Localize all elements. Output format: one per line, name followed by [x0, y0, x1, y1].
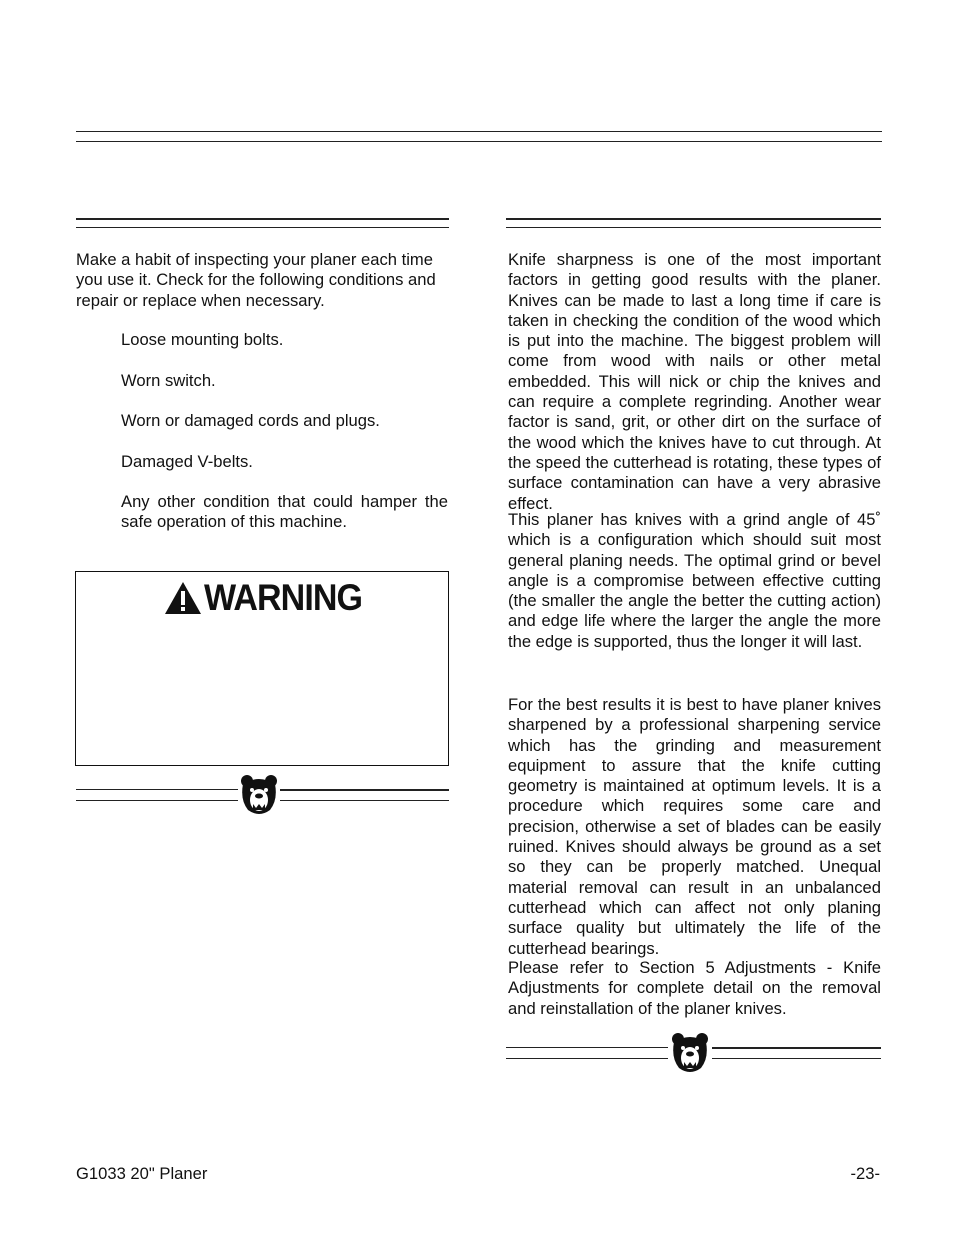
bear-logo-icon [240, 774, 278, 816]
right-end-rule-top-b [712, 1047, 881, 1049]
left-section-rule-top [76, 218, 449, 220]
right-section-rule-top [506, 218, 881, 220]
knives-paragraph-2: This planer has knives with a grind angle of 45˚ which is a configuration which should suit most general planing needs. The optimal grind or bevel angle is a compromise between effective cutting (the smaller the angle the better the cutting action) and edge life where the larger the angle the more the edge is supported, thus the longer it will last. [508, 510, 881, 651]
knives-paragraph-3: For the best results it is best to have planer knives sharpened by a professional sharpening service which has the grinding and measurement equipment to assure that the knife cutting geometry is maintained at optimum levels. It is a procedure which requires some care and precision, otherwise a set of blades can be easily ruined. Knives should always be ground as a set so they can be properly matched. Unequal material removal can result in an unbalanced cutterhead which can affect not only planing surface quality but ultimately the life of the cutterhead bearings. [508, 695, 881, 958]
left-end-rule-top-b [280, 789, 449, 791]
left-end-rule-top-a [76, 789, 238, 790]
knives-paragraph-4: Please refer to Section 5 Adjustments - Knife Adjustments for complete detail on the removal and reinstallation of the planer knives. [508, 958, 881, 1018]
warning-triangle-icon [164, 581, 202, 615]
inspection-intro: Make a habit of inspecting your planer each time you use it. Check for the following conditions and repair or replace when necessary. [76, 250, 436, 310]
left-end-rule-bottom-a [76, 800, 238, 801]
right-end-rule-bottom-a [506, 1058, 668, 1059]
warning-box [75, 571, 449, 766]
checklist-item: Any other condition that could hamper the safe operation of this machine. [121, 492, 448, 532]
left-section-rule-bottom [76, 227, 449, 228]
footer-model: G1033 20" Planer [76, 1164, 208, 1183]
checklist-item: Loose mounting bolts. [121, 330, 284, 349]
warning-title: WARNING [204, 577, 363, 618]
warning-header [164, 578, 376, 618]
header-rule-bottom [76, 141, 882, 142]
right-end-rule-top-a [506, 1047, 668, 1048]
checklist-item: Damaged V-belts. [121, 452, 253, 471]
bear-logo-icon [671, 1032, 709, 1074]
checklist-item: Worn switch. [121, 371, 216, 390]
footer-page-number: -23- [850, 1164, 880, 1183]
checklist-item: Worn or damaged cords and plugs. [121, 411, 380, 430]
left-end-rule-bottom-b [280, 800, 449, 801]
right-section-rule-bottom [506, 227, 881, 228]
right-end-rule-bottom-b [712, 1058, 881, 1059]
header-rule-top [76, 131, 882, 132]
knives-paragraph-1: Knife sharpness is one of the most important factors in getting good results with the planer. Knives can be made to last a long time if care is taken in checking the condition of the wood which is put into the machine. The biggest problem will come from wood with nails or other metal embedded. This will nick or chip the knives and can require a complete regrinding. Another wear factor is sand, grit, or other dirt on the surface of the wood which the knives have to cut through. At the speed the cutterhead is rotating, these types of surface contamination can have a very abrasive effect. [508, 250, 881, 513]
